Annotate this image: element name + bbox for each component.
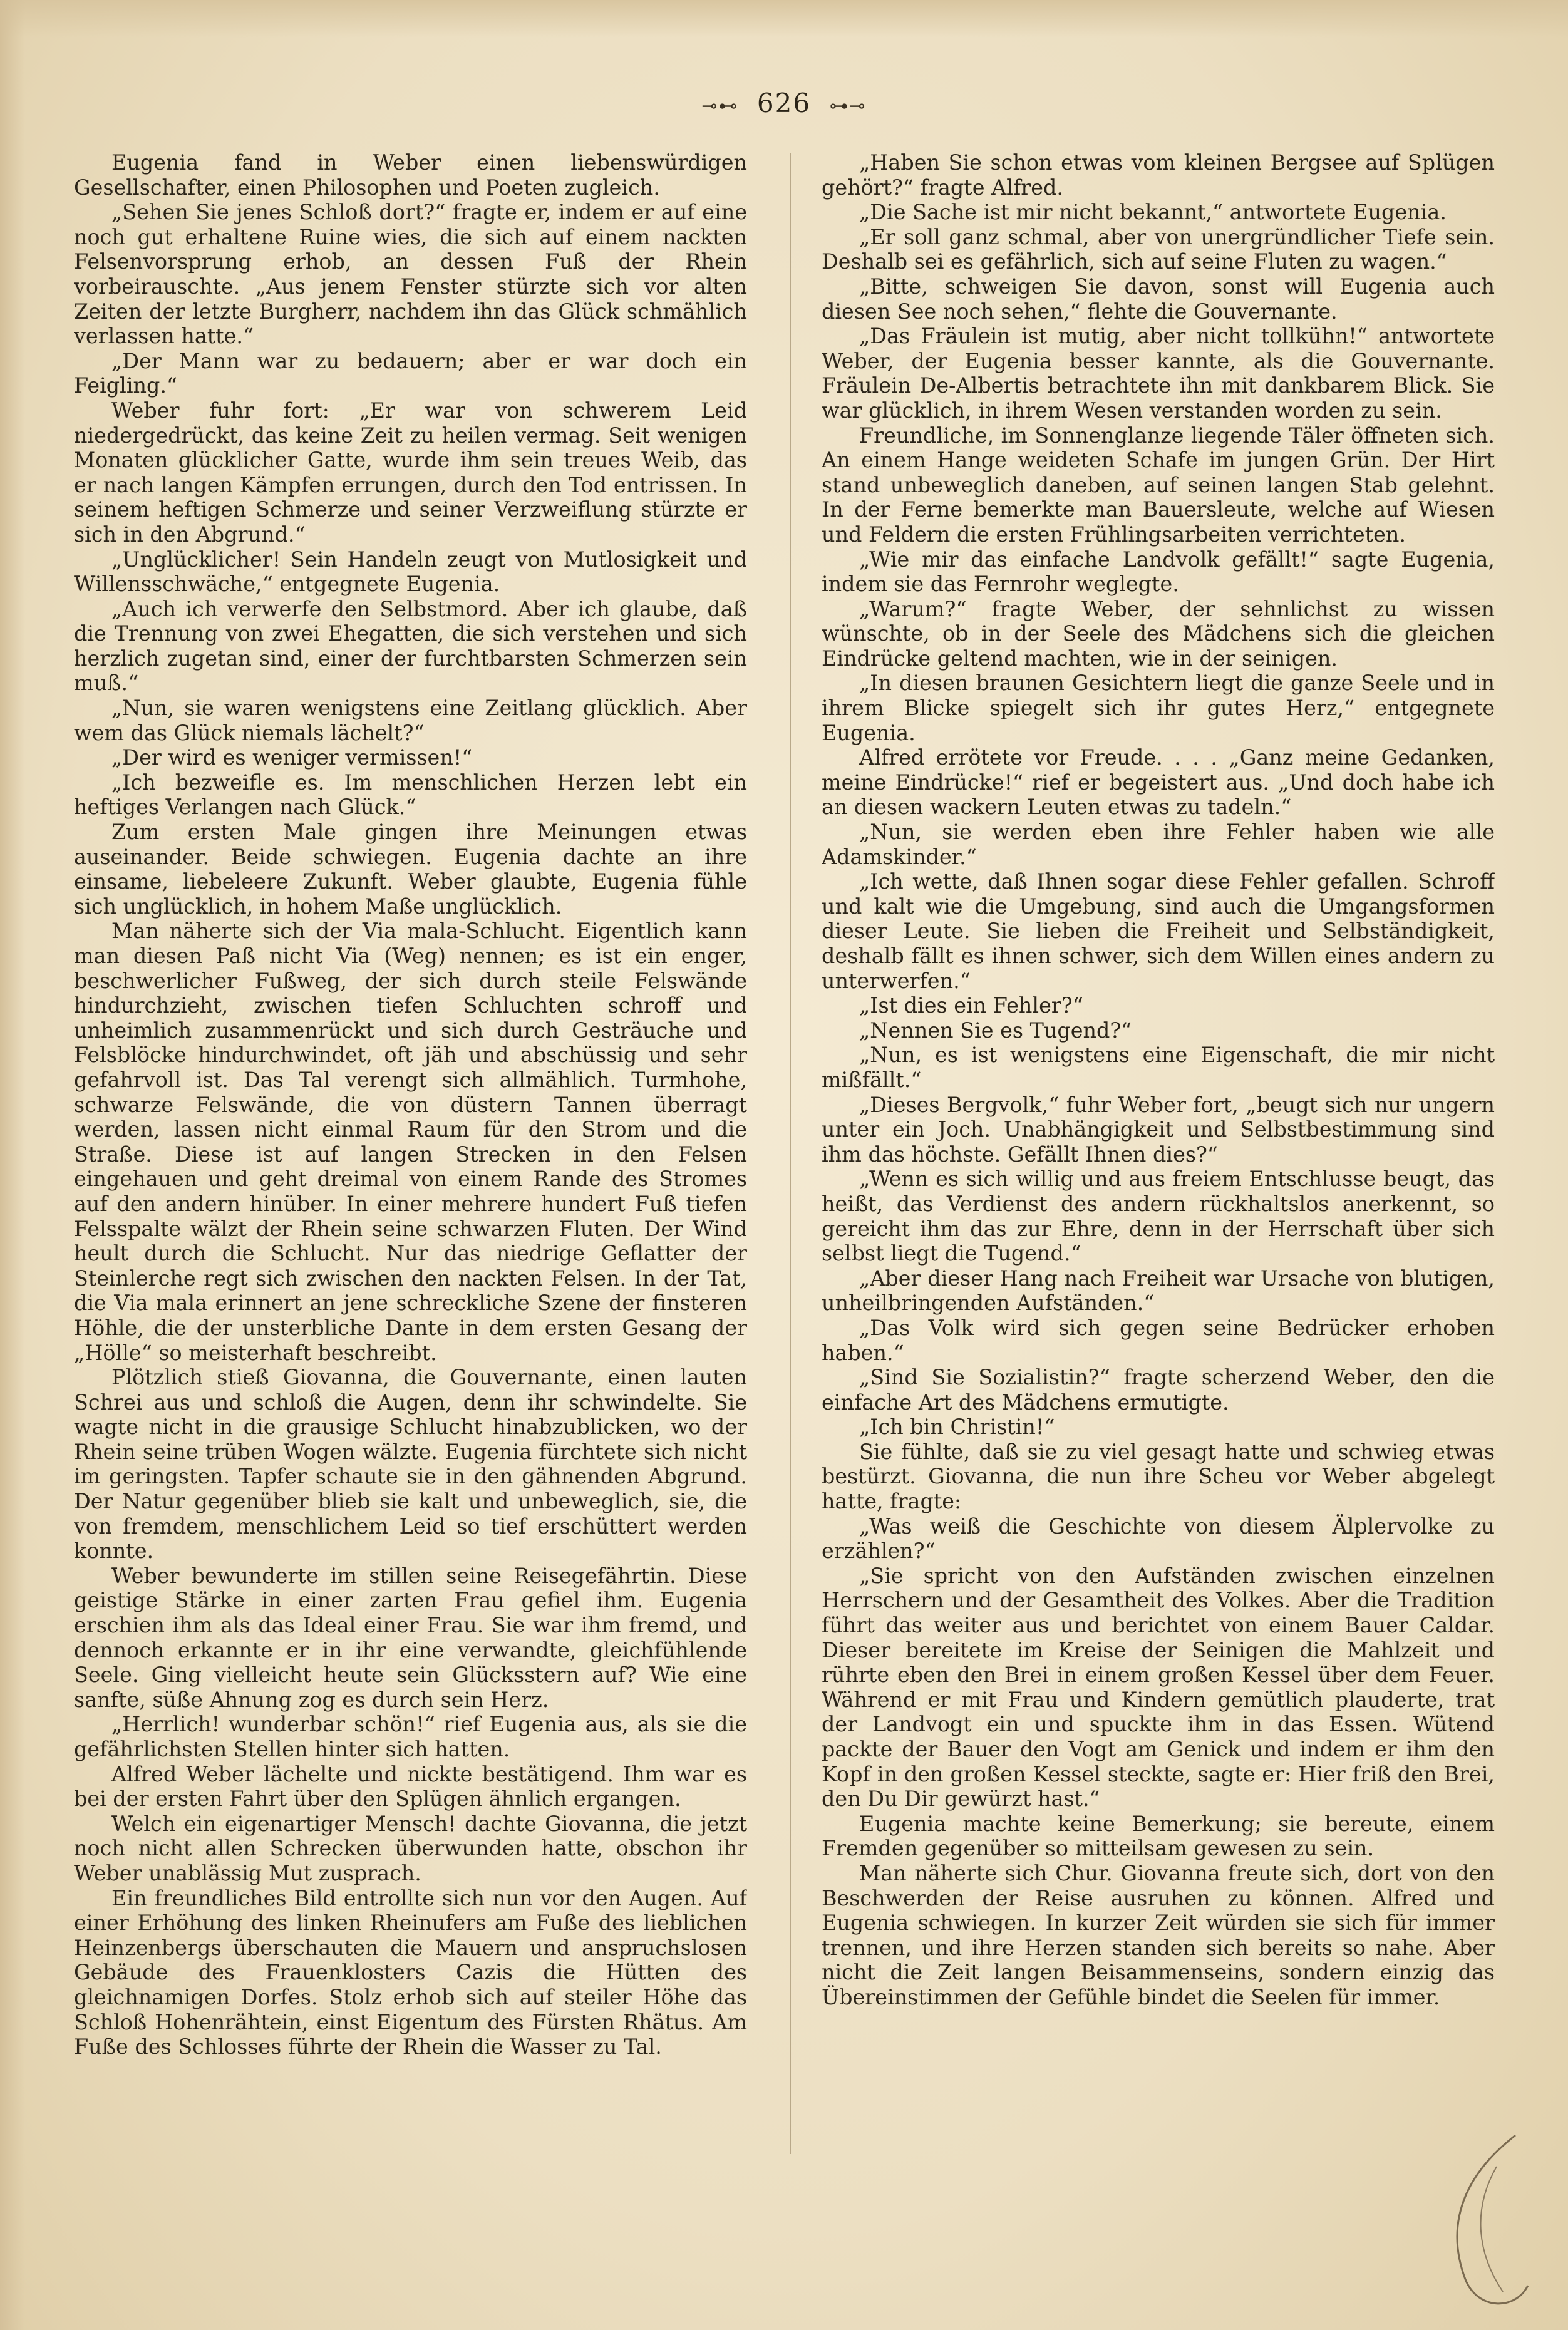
paragraph: Plötzlich stieß Giovanna, die Gouvernante, einen lauten Schrei aus und schloß die Augen, denn ihr schwindelte. Sie wagte nicht in die grausige Schlucht hinabzublicken, wo der Rhein seine trüben Wogen wälzte. Eugenia fürchtete sich nicht im geringsten. Tapfer schaute sie in den gähnenden Abgrund. Der Natur gegenüber blieb sie kalt und unbeweglich, sie, die von fremdem, menschlichem Leid so tief erschüttert werden konnte. <box>74 1365 747 1564</box>
paragraph: „Haben Sie schon etwas vom kleinen Bergsee auf Splügen gehört?“ fragte Alfred. <box>822 150 1495 200</box>
paragraph: „Nun, sie werden eben ihre Fehler haben wie alle Adamskinder.“ <box>822 820 1495 869</box>
paragraph: „Sind Sie Sozialistin?“ fragte scherzend Weber, den die einfache Art des Mädchens ermutigte. <box>822 1365 1495 1415</box>
paragraph: Eugenia fand in Weber einen liebenswürdigen Gesellschafter, einen Philosophen und Poeten zugleich. <box>74 150 747 200</box>
paragraph: „Nun, es ist wenigstens eine Eigenschaft, die mir nicht mißfällt.“ <box>822 1043 1495 1092</box>
paragraph: Sie fühlte, daß sie zu viel gesagt hatte und schwieg etwas bestürzt. Giovanna, die nun ihre Scheu vor Weber abgelegt hatte, fragte: <box>822 1439 1495 1514</box>
paragraph: „Nennen Sie es Tugend?“ <box>859 1018 1132 1043</box>
paragraph: „Die Sache ist mir nicht bekannt,“ antwortete Eugenia. <box>859 200 1447 225</box>
page-edge-shadow-left <box>0 0 25 2330</box>
paragraph: „Wie mir das einfache Landvolk gefällt!“ sagte Eugenia, indem sie das Fernrohr weglegte. <box>822 547 1495 597</box>
paragraph: „Wenn es sich willig und aus freiem Entschlusse beugt, das heißt, das Verdienst des andern rückhaltslos anerkennt, so gereicht ihm das zur Ehre, denn in der Herrschaft über sich selbst liegt die Tugend.“ <box>822 1167 1495 1266</box>
paragraph: „Bitte, schweigen Sie davon, sonst will Eugenia auch diesen See noch sehen,“ flehte die Gouvernante. <box>822 274 1495 324</box>
paragraph: Freundliche, im Sonnenglanze liegende Täler öffneten sich. An einem Hange weideten Schafe im jungen Grün. Der Hirt stand unbeweglich daneben, auf seinen langen Stab gelehnt. In der Ferne bemerkte man Bauersleute, welche auf Wiesen und Feldern die ersten Frühlingsarbeiten verrichteten. <box>822 423 1495 547</box>
paragraph: „Ich bezweifle es. Im menschlichen Herzen lebt ein heftiges Verlangen nach Glück.“ <box>74 770 747 820</box>
right-column <box>822 150 1495 2160</box>
paragraph: „Der wird es weniger vermissen!“ <box>111 745 473 770</box>
paragraph: „Dieses Bergvolk,“ fuhr Weber fort, „beugt sich nur ungern unter ein Joch. Unabhängigkeit und Selbstbestimmung sind ihm das höchste. Gefällt Ihnen dies?“ <box>822 1092 1495 1167</box>
page-edge-shadow-top <box>0 0 1568 38</box>
paragraph: Welch ein eigenartiger Mensch! dachte Giovanna, die jetzt noch nicht allen Schrecken überwunden hatte, obschon ihr Weber unablässig Mut zusprach. <box>74 1811 747 1885</box>
paragraph: „Nun, sie waren wenigstens eine Zeitlang glücklich. Aber wem das Glück niemals lächelt?“ <box>74 696 747 745</box>
paragraph: Ein freundliches Bild entrollte sich nun vor den Augen. Auf einer Erhöhung des linken Rheinufers am Fuße des lieblichen Heinzenbergs überschauten die Mauern und anspruchslosen Gebäude des Frauenklosters Cazis die Hütten des gleichnamigen Dorfes. Stolz erhob sich auf steiler Höhe das Schloß Hohenrähtein, einst Eigentum des Fürsten Rhätus. Am Fuße des Schlosses führte der Rhein die Wasser zu Tal. <box>74 1885 747 2059</box>
paragraph: „Sie spricht von den Aufständen zwischen einzelnen Herrschern und der Gesamtheit des Volkes. Aber die Tradition führt das weiter aus und berichtet von einem Bauer Caldar. Dieser bereitete im Kreise der Seinigen die Mahlzeit und rührte eben den Brei in einem großen Kessel über dem Feuer. Während er mit Frau und Kindern gemütlich plauderte, trat der Landvogt ein und spuckte ihm in das Essen. Wütend packte der Bauer den Vogt am Genick und indem er ihm den Kopf in den großen Kessel steckte, sagte er: Hier friß den Brei, den Du Dir gewürzt hast.“ <box>822 1563 1495 1812</box>
paragraph: „Was weiß die Geschichte von diesem Älplervolke zu erzählen?“ <box>822 1513 1495 1564</box>
paragraph: Eugenia machte keine Bemerkung; sie bereute, einem Fremden gegenüber so mitteilsam gewesen zu sein. <box>822 1811 1495 1861</box>
paragraph: „Ich bin Christin!“ <box>859 1415 1055 1440</box>
paragraph: Weber fuhr fort: „Er war von schwerem Leid niedergedrückt, das keine Zeit zu heilen vermag. Seit wenigen Monaten glücklicher Gatte, wurde ihm sein treues Weib, das er nach langen Kämpfen errungen, durch den Tod entrissen. In seinem heftigen Schmerze und seiner Verzweiflung stürzte er sich in den Abgrund.“ <box>74 398 747 547</box>
paragraph: Man näherte sich Chur. Giovanna freute sich, dort von den Beschwerden der Reise ausruhen zu können. Alfred und Eugenia schwiegen. In kurzer Zeit würden sie sich für immer trennen, und ihre Herzen standen sich bereits so nahe. Aber nicht die Zeit langen Beisammenseins, sondern einzig das Übereinstimmen der Gefühle bindet die Seelen für immer. <box>822 1860 1495 2009</box>
page-header <box>0 88 1568 118</box>
paragraph: „Der Mann war zu bedauern; aber er war doch ein Feigling.“ <box>74 348 747 398</box>
ornament-right-icon: ⊶⊸ <box>829 95 867 117</box>
page-number: 626 <box>756 88 812 118</box>
paragraph: Alfred errötete vor Freude. . . . „Ganz meine Gedanken, meine Eindrücke!“ rief er begeistert aus. „Und doch habe ich an diesen wackern Leuten etwas zu tadeln.“ <box>822 745 1495 820</box>
paragraph: Weber bewunderte im stillen seine Reisegefährtin. Diese geistige Stärke in einer zarten Frau gefiel ihm. Eugenia erschien ihm als das Ideal einer Frau. Sie war ihm fremd, und dennoch erkannte er in ihr eine verwandte, gleichfühlende Seele. Ging vielleicht heute sein Glücksstern auf? Wie eine sanfte, süße Ahnung zog es durch sein Herz. <box>74 1563 747 1712</box>
column-divider <box>790 153 791 2154</box>
left-column <box>74 150 747 2160</box>
paragraph: „Warum?“ fragte Weber, der sehnlichst zu wissen wünschte, ob in der Seele des Mädchens sich die gleichen Eindrücke geltend machten, wie in der seinigen. <box>822 596 1495 671</box>
paragraph: „Ist dies ein Fehler?“ <box>859 993 1083 1018</box>
paragraph: „In diesen braunen Gesichtern liegt die ganze Seele und in ihrem Blicke spiegelt sich ihr gutes Herz,“ entgegnete Eugenia. <box>822 671 1495 745</box>
paragraph: Man näherte sich der Via mala-Schlucht. Eigentlich kann man diesen Paß nicht Via (Weg) nennen; es ist ein enger, beschwerlicher Fußweg, der sich durch steile Felswände hindurchzieht, zwischen tiefen Schluchten schroff und unheimlich zusammenrückt und sich durch Gesträuche und Felsblöcke hindurchwindet, oft jäh und abschüssig und sehr gefahrvoll ist. Das Tal verengt sich allmählich. Turmhohe, schwarze Felswände, die von düstern Tannen überragt werden, lassen nicht einmal Raum für den Strom und die Straße. Diese ist auf langen Strecken in den Felsen eingehauen und geht dreimal von einem Rande des Stromes auf den andern hinüber. In einer mehrere hundert Fuß tiefen Felsspalte wälzt der Rhein seine schwarzen Fluten. Der Wind heult durch die Schlucht. Nur das niedrige Geflatter der Steinlerche regt sich zwischen den nackten Felsen. In der Tat, die Via mala erinnert an jene schreckliche Szene der finsteren Höhle, die der unsterbliche Dante in dem ersten Gesang der „Hölle“ so meisterhaft beschreibt. <box>74 919 747 1365</box>
paragraph: „Sehen Sie jenes Schloß dort?“ fragte er, indem er auf eine noch gut erhaltene Ruine wies, die sich auf einem nackten Felsenvorsprung erhob, an dessen Fuß der Rhein vorbeirauschte. „Aus jenem Fenster stürzte sich vor alten Zeiten der letzte Burgherr, nachdem ihn das Glück schmählich verlassen hatte.“ <box>74 200 747 349</box>
ornament-left-icon: ⊸⊷ <box>701 95 739 117</box>
paragraph: „Aber dieser Hang nach Freiheit war Ursache von blutigen, unheilbringenden Aufständen.“ <box>822 1266 1495 1316</box>
paragraph: „Unglücklicher! Sein Handeln zeugt von Mutlosigkeit und Willensschwäche,“ entgegnete Eugenia. <box>74 547 747 597</box>
paragraph: „Herrlich! wunderbar schön!“ rief Eugenia aus, als sie die gefährlichsten Stellen hinter sich hatten. <box>74 1712 747 1761</box>
paragraph: Zum ersten Male gingen ihre Meinungen etwas auseinander. Beide schwiegen. Eugenia dachte an ihre einsame, liebeleere Zukunft. Weber glaubte, Eugenia fühle sich unglücklich, in hohem Maße unglücklich. <box>74 820 747 919</box>
paragraph: Alfred Weber lächelte und nickte bestätigend. Ihm war es bei der ersten Fahrt über den Splügen ähnlich ergangen. <box>74 1761 747 1812</box>
paragraph: „Das Volk wird sich gegen seine Bedrücker erhoben haben.“ <box>822 1315 1495 1365</box>
paragraph: „Ich wette, daß Ihnen sogar diese Fehler gefallen. Schroff und kalt wie die Umgebung, sind auch die Umgangsformen dieser Leute. Sie lieben die Freiheit und Selbständigkeit, deshalb fällt es ihnen schwer, sich dem Willen eines andern zu unterwerfen.“ <box>822 869 1495 993</box>
paragraph: „Das Fräulein ist mutig, aber nicht tollkühn!“ antwortete Weber, der Eugenia besser kannte, als die Gouvernante. Fräulein De-Albertis betrachtete ihn mit dankbarem Blick. Sie war glücklich, in ihrem Wesen verstanden worden zu sein. <box>822 324 1495 423</box>
paragraph: „Er soll ganz schmal, aber von unergründlicher Tiefe sein. Deshalb sei es gefährlich, sich auf seine Fluten zu wagen.“ <box>822 224 1495 274</box>
pencil-mark-icon <box>1421 2129 1547 2317</box>
paragraph: „Auch ich verwerfe den Selbstmord. Aber ich glaube, daß die Trennung von zwei Ehegatten, die sich verstehen und sich herzlich zugetan sind, einer der furchtbarsten Schmerzen sein muß.“ <box>74 596 747 696</box>
